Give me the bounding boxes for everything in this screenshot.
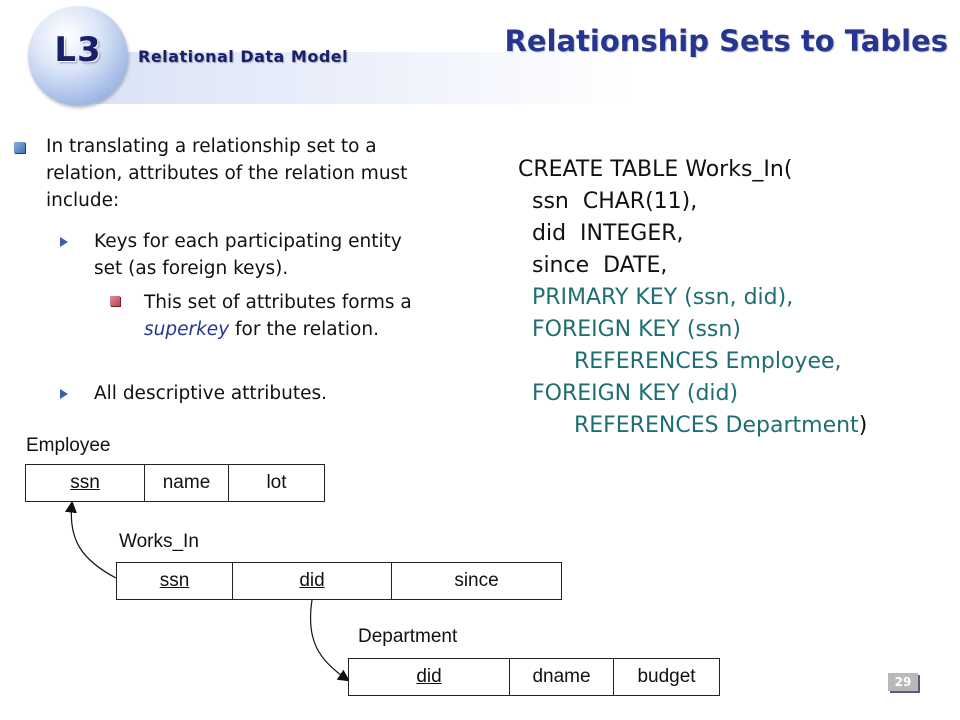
works-in-since-cell: since bbox=[454, 570, 499, 591]
bullet-text: This set of attributes forms a bbox=[144, 292, 412, 313]
works-in-ssn-cell: ssn bbox=[117, 563, 233, 599]
code-line: did INTEGER, bbox=[518, 221, 684, 246]
code-line: FOREIGN KEY (ssn) bbox=[518, 317, 741, 342]
department-table bbox=[348, 658, 720, 696]
code-line: CREATE TABLE Works_In( bbox=[518, 157, 793, 182]
employee-table bbox=[25, 464, 325, 502]
page-number: 29 bbox=[888, 673, 918, 691]
ssn-fk-arrow bbox=[71, 503, 116, 578]
superkey-term: superkey bbox=[144, 319, 230, 340]
section-subtitle: Relational Data Model bbox=[138, 47, 349, 66]
code-line: since DATE, bbox=[518, 253, 668, 278]
employee-name-cell: name bbox=[145, 465, 229, 501]
works-in-table bbox=[116, 562, 562, 600]
employee-table-label: Employee bbox=[26, 435, 111, 456]
department-table-label: Department bbox=[358, 626, 458, 647]
works-in-did-cell: did bbox=[233, 563, 392, 599]
employee-lot-cell: lot bbox=[266, 472, 287, 493]
department-did-cell: did bbox=[349, 659, 510, 695]
department-dname-cell: dname bbox=[510, 659, 614, 695]
did-fk-arrow bbox=[311, 600, 349, 680]
code-close-paren: ) bbox=[858, 413, 868, 438]
lecture-badge-label: L3 bbox=[54, 30, 102, 70]
bullet-text: for the relation. bbox=[229, 319, 379, 340]
code-line: FOREIGN KEY (did) bbox=[518, 381, 739, 406]
works-in-table-label: Works_In bbox=[119, 531, 199, 552]
code-text: REFERENCES Department bbox=[518, 413, 859, 438]
department-budget-cell: budget bbox=[637, 666, 696, 687]
bullet-level2-keys: Keys for each participating entity set (as foreign keys). bbox=[94, 231, 402, 279]
slide-title: Relationship Sets to Tables bbox=[504, 24, 948, 58]
bullet-level2-descriptive: All descriptive attributes. bbox=[94, 383, 328, 404]
code-line: REFERENCES Employee, bbox=[518, 349, 842, 374]
code-line: ssn CHAR(11), bbox=[518, 189, 698, 214]
bullet-level1: In translating a relationship set to a relation, attributes of the relation must include: bbox=[46, 136, 408, 211]
code-line: PRIMARY KEY (ssn, did), bbox=[518, 285, 794, 310]
employee-ssn-cell: ssn bbox=[26, 465, 145, 501]
